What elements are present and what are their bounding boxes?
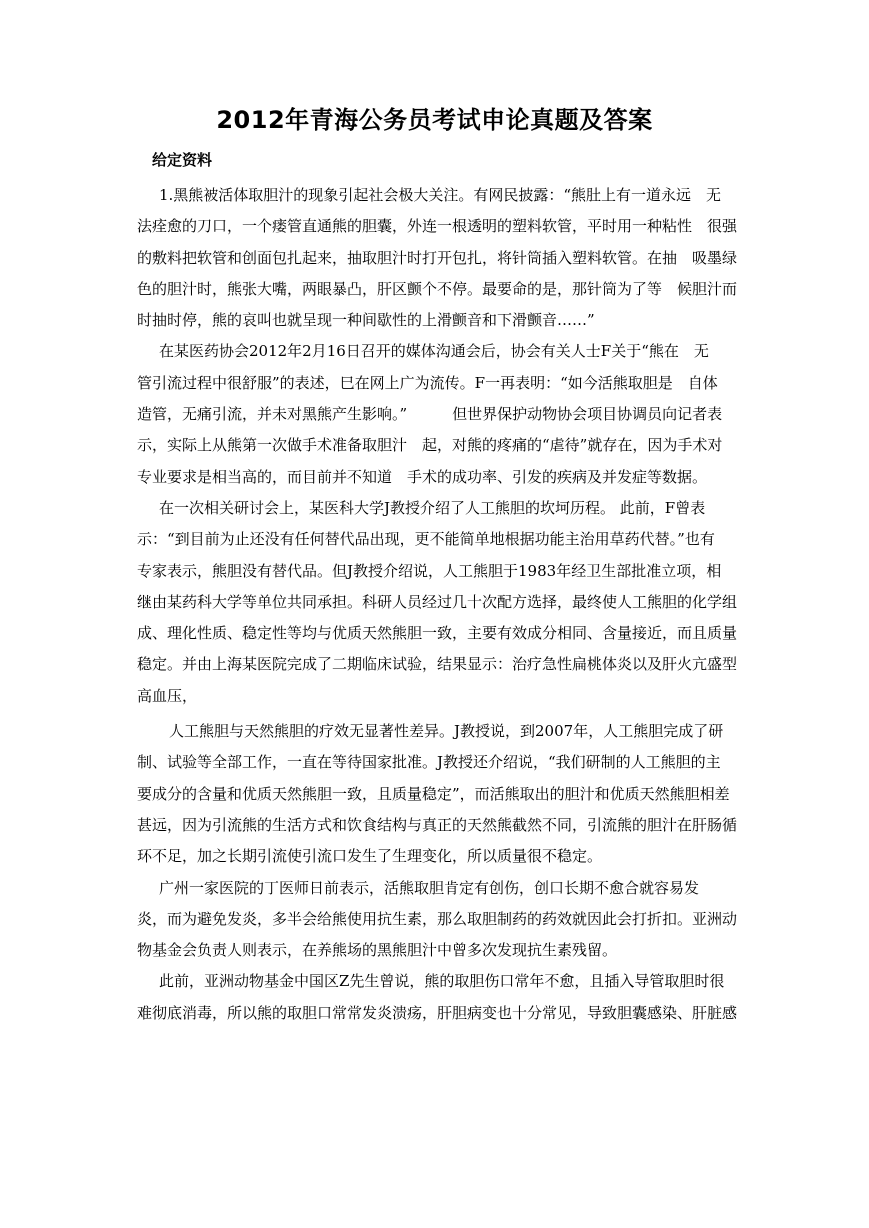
text-line: 继由某药科大学等单位共同承担。科研人员经过几十次配方选择，最终使人工熊胆的化学组: [137, 592, 738, 611]
text-line: 专家表示，熊胆没有替代品。但J教授介绍说，人工熊胆于1983年经卫生部批准立项，相: [137, 561, 722, 580]
paragraph-1: [137, 180, 741, 336]
paragraph-2: [137, 336, 741, 492]
text-line: 炎，而为避免发炎，多半会给熊使用抗生素，那么取胆制药的药效就因此会打折扣。亚洲动: [137, 909, 738, 928]
text-line: 环不足，加之长期引流使引流口发生了生理变化，所以质量很不稳定。: [137, 847, 603, 866]
text-line: 广州一家医院的丁医师日前表示，活熊取胆肯定有创伤，创口长期不愈合就容易发: [159, 878, 700, 897]
paragraph-6: [137, 966, 741, 1029]
text-line: 示：“到目前为止还没有任何替代品出现，更不能简单地根据功能主治用草药代替。”也有: [137, 530, 715, 549]
page-title: 2012年青海公务员考试申论真题及答案: [216, 106, 653, 134]
text-line: 色的胆汁时，熊张大嘴，两眼暴凸，肝区颤个不停。最要命的是，那针筒为了等 候胆汁而: [137, 279, 738, 298]
text-line: 人工熊胆与天然熊胆的疗效无显著性差异。J教授说，到2007年，人工熊胆完成了研: [169, 722, 724, 741]
text-line: 1.黑熊被活体取胆汁的现象引起社会极大关注。有网民披露：“熊肚上有一道永远 无: [159, 186, 721, 204]
document-body: [137, 180, 741, 1029]
text-line: 制、试验等全部工作，一直在等待国家批准。J教授还介绍说，“我们研制的人工熊胆的主: [137, 753, 721, 772]
text-line: 成、理化性质、稳定性等均与优质天然熊胆一致，主要有效成分相同、含量接近，而且质量: [137, 624, 738, 643]
text-line: 要成分的含量和优质天然熊胆一致，且质量稳定”，而活熊取出的胆汁和优质天然熊胆相差: [137, 784, 730, 803]
text-line: 稳定。并由上海某医院完成了二期临床试验，结果显示：治疗急性扁桃体炎以及肝火亢盛型: [137, 655, 738, 674]
text-line: 管引流过程中很舒服”的表述，巳在网上广为流传。F一再表明：“如今活熊取胆是 自体: [137, 373, 718, 392]
paragraph-5: [137, 873, 741, 967]
text-line: 时抽时停，熊的哀叫也就呈现一种间歇性的上滑颤音和下滑颤音……”: [137, 311, 595, 330]
text-line: 高血压，: [137, 686, 198, 705]
text-line: 的敷料把软管和创面包扎起来，抽取胆汁时打开包扎，将针筒插入塑料软管。在抽 吸墨绿: [137, 248, 738, 267]
text-line: 示，实际上从熊第一次做手术准备取胆汁 起，对熊的疼痛的“虐待”就存在，因为手术对: [137, 436, 723, 455]
text-line: 在一次相关研讨会上，某医科大学J教授介绍了人工熊胆的坎坷历程。 此前，F曾表: [159, 498, 706, 517]
text-line: 此前，亚洲动物基金中国区Z先生曾说，熊的取胆伤口常年不愈，且插入导管取胆时很: [159, 972, 725, 991]
text-line: 专业要求是相当高的，而目前并不知道 手术的成功率、引发的疾病及并发症等数据。: [137, 467, 708, 486]
paragraph-3: [137, 493, 741, 712]
paragraph-4: [137, 716, 741, 872]
text-line: 物基金会负责人则表示，在养熊场的黑熊胆汁中曾多次发现抗生素残留。: [137, 941, 618, 960]
section-heading: 给定资料: [152, 151, 213, 169]
text-line: 甚远，因为引流熊的生活方式和饮食结构与真正的天然熊截然不同，引流熊的胆汁在肝肠循: [137, 815, 738, 834]
text-line: 难彻底消毒，所以熊的取胆口常常发炎溃疡，肝胆病变也十分常见，导致胆囊感染、肝脏感: [137, 1003, 738, 1022]
text-line: 造管，无痛引流，并未对黑熊产生影响。” 但世界保护动物协会项目协调员向记者表: [137, 405, 723, 424]
text-line: 在某医药协会2012年2月16日召开的媒体沟通会后，协会有关人士F关于“熊在 无: [159, 342, 709, 361]
text-line: 法痊愈的刀口，一个瘘管直通熊的胆囊，外连一根透明的塑料软管，平时用一种粘性 很强: [137, 217, 738, 236]
